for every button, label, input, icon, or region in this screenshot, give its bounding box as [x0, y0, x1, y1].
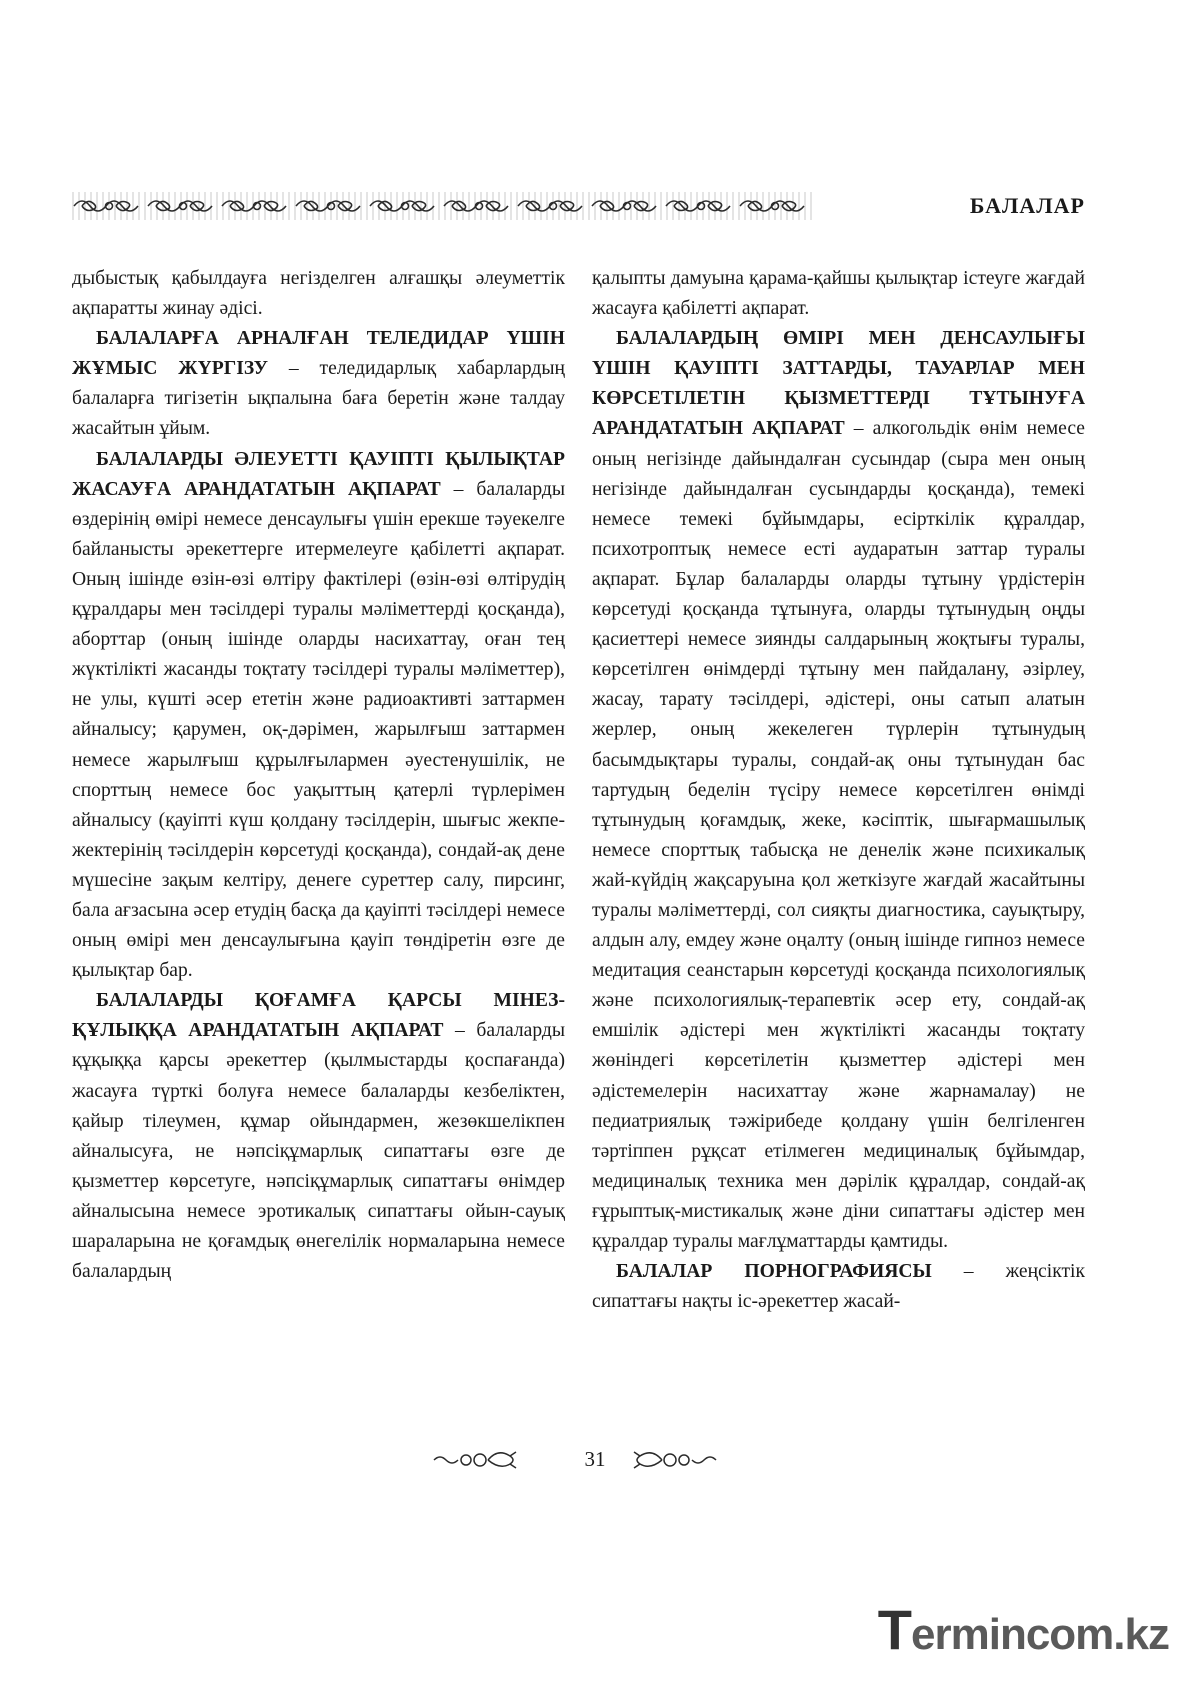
entry-tv-work-for-children [72, 324, 565, 444]
header-ornament-unit [370, 201, 434, 211]
header-ornament-unit [444, 201, 508, 211]
header-ornament-icon [72, 192, 812, 220]
entry-dangerous-acts-info [72, 445, 565, 987]
header-ornament-unit [296, 201, 360, 211]
entry-child-pornography [592, 1257, 1085, 1317]
running-title: БАЛАЛАР [969, 193, 1085, 218]
entry-harmful-substances-info [592, 324, 1085, 1257]
right-continuation: қалыпты дамуына қарама-қайшы қылықтар істеуге жағдай жасауға қабілетті ақпарат. [592, 268, 1085, 320]
entry-text: – жеңсіктік сипаттағы нақты іс-әрекеттер жасай- [592, 1261, 1085, 1313]
entry-text: – алкогольдік өнім немесе оның негізінде дайындалған сусындар (сыра мен оның негізінде дайындалған сусындарды қосқанда), темекі немесе темекі бұйымдары, есірткілік құралдар, психотроптық немесе есті аударатын заттар туралы ақпарат. Бұлар балаларды оларды тұтыну үрдістерін көрсетуді қосқанда тұтынуға, оларды тұтынудың оңды қасиеттері немесе зиянды салдарының жоқтығы туралы, көрсетілген өнімдерді тұтыну мен пайдалану, әзірлеу, жасау, тарату тәсілдері, әдістері, оны сатып алатын жерлер, оның жекелеген түрлерін тұтынудың басымдықтары туралы, сондай-ақ оны тұтынудан бас тартудың беделін түсіру немесе көрсетілген өнімді тұтынудың қоғамдық, жеке, кәсіптік, шығармашылық немесе спорттық табысқа не денелік және психикалық жай-күйдің жақсаруына қол жеткізуге жағдай жасайтыны туралы мәліметтерді, сол сияқты диагностика, сауықтыру, алдын алу, емдеу және оңалту (оның ішінде гипноз немесе медитация сеанстарын көрсетуді қосқанда психологиялық және психологиялық-терапевтік әсер ету, сондай-ақ емшілік әдістері мен жүктілікті жасанды тоқтату жөніндегі көрсетілетін қызметтер әдістері мен әдістемелерін насихаттау және жарнамалау) не педиатриялық тәжірибеде қолдану үшін белгіленген тәртіппен рұқсат етілмеген медициналық бұйымдар, медициналық техника мен дәрілік құралдар, сондай-ақ ғұрыптық-мистикалық және діни сипаттағы әдістер мен құралдар туралы мағлұматтарды қамтиды. [592, 418, 1085, 1252]
header-ornament-unit [592, 201, 656, 211]
header-ornament-unit [740, 201, 804, 211]
entry-text: – балаларды өздерінің өмірі немесе денсаулығы үшін ерекше тәуекелге байланысты әрекеттерге итермелеуге қабілетті ақпарат. Оның ішінде өзін-өзі өлтіру фактілері (өзін-өзі өлтірудің құралдары мен тәсілдері туралы мәліметтерді қосқанда), аборттар (оның ішінде оларды насихаттау, оған тең жүктілікті жасанды тоқтату тәсілдері туралы мәліметтер), не улы, күшті әсер ететін және радиоактивті заттармен айналысу; қарумен, оқ-дәрімен, жарылғыш заттармен немесе жарылғыш құрылғылармен әуестенушілік, не спорттың немесе бос уақыттың қатерлі түрлерімен айналысу (қауіпті күш қолдану тәсілдерін, шығыс жекпе-жектерінің тәсілдерін көрсетуді қосқанда), сондай-ақ дене мүшесіне зақым келтіру, денеге суреттер салу, пирсинг, бала ағзасына әсер етудің басқа да қауіпті тәсілдері немесе оның өмірі мен денсаулығына қауіп төндіретін өзге де қылықтар бар. [72, 478, 565, 982]
entry-term: БАЛАЛАРДЫ ҚОҒАМҒА ҚАРСЫ МІНЕЗ-ҚҰЛЫҚҚА АРАНДАТАТЫН АҚПАРАТ [72, 990, 565, 1042]
right-column [592, 264, 1085, 1317]
entry-term: БАЛАЛАР ПОРНОГРАФИЯСЫ [616, 1261, 932, 1283]
watermark-initial: T [877, 1598, 912, 1661]
entry-term: БАЛАЛАРҒА АРНАЛҒАН ТЕЛЕДИДАР ҮШІН ЖҰМЫС ЖҮРГІЗУ [72, 328, 565, 380]
watermark-rest: ermincom.kz [911, 1610, 1169, 1659]
page-number: 31 [584, 1447, 606, 1471]
left-continuation: дыбыстық қабылдауға негізделген алғашқы әлеуметтік ақпаратты жинау әдісі. [72, 268, 565, 320]
entry-antisocial-behavior-info [72, 986, 565, 1287]
left-column [72, 264, 565, 1287]
entry-term: БАЛАЛАРДЫ ӘЛЕУЕТТІ ҚАУІПТІ ҚЫЛЫҚТАР ЖАСАУҒА АРАНДАТАТЫН АҚПАРАТ [72, 448, 565, 500]
terminkom-watermark [878, 1597, 1169, 1662]
entry-text: – балаларды құқыққа қарсы әрекеттер (қылмыстарды қоспағанда) жасауға түрткі болуға немесе балаларды кезбеліктен, қайыр тілеумен, құмар ойындармен, жезөкшелікпен айналысуға, не нәпсіқұмарлық сипаттағы өзге де қызметтер көрсетуге, нәпсіқұмарлық сипаттағы өнімдер айналысына немесе эротикалық сипаттағы ойын-сауық шараларына не қоғамдық өнегелілік нормаларына немесе балалардың [72, 1020, 565, 1283]
header-ornament-unit [518, 201, 582, 211]
entry-term: БАЛАЛАРДЫҢ ӨМІРІ МЕН ДЕНСАУЛЫҒЫ ҮШІН ҚАУІПТІ ЗАТТАРДЫ, ТАУАРЛАР МЕН КӨРСЕТІЛЕТІН ҚЫЗМЕТТЕРДІ ТҰТЫНУҒА АРАНДАТАТЫН АҚПАРАТ [592, 328, 1085, 440]
footer-ornament-right-icon [630, 1448, 720, 1472]
header-ornament-unit [666, 201, 730, 211]
entry-text: – теледидарлық хабарлардың балаларға тигізетін ықпалына баға беретін және талдау жасайтын ұйым. [72, 358, 565, 440]
footer-ornament-left-icon [430, 1448, 520, 1472]
header-ornament-unit [148, 201, 212, 211]
header-ornament-unit [222, 201, 286, 211]
header-ornament-unit [74, 201, 138, 211]
